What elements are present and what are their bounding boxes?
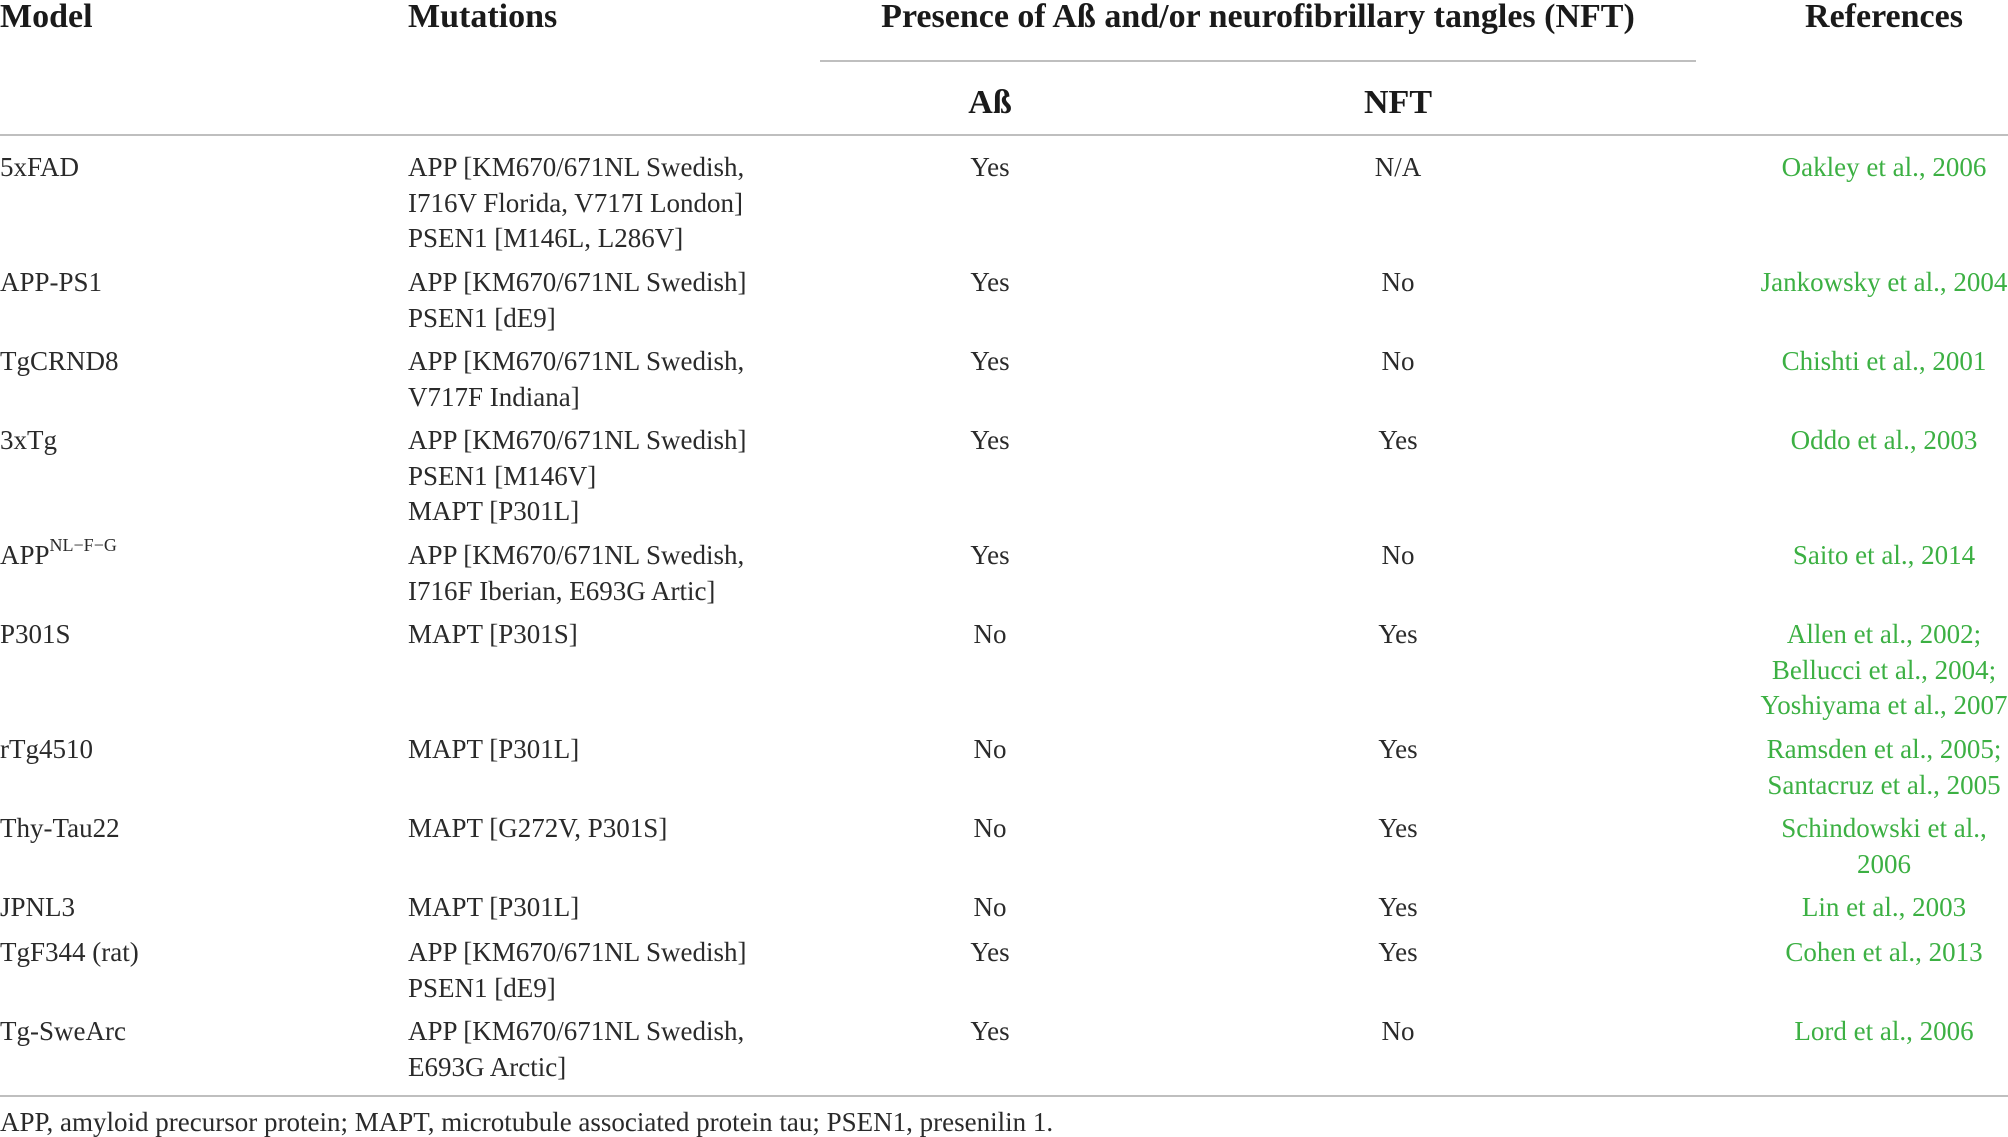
nft-cell-line: Yes	[1378, 425, 1418, 455]
mutations-cell-line: PSEN1 [dE9]	[408, 972, 556, 1003]
model-name: rTg4510	[0, 734, 93, 764]
ab-cell	[890, 617, 1090, 653]
reference-link[interactable]	[1740, 617, 2008, 724]
mutations-cell-line: PSEN1 [M146V]	[408, 460, 597, 491]
ab-cell-line: Yes	[970, 425, 1010, 455]
model-name: TgF344 (rat)	[0, 937, 139, 967]
ab-cell	[890, 265, 1090, 301]
mutations-cell-line: MAPT [G272V, P301S]	[408, 813, 668, 843]
reference-link-line[interactable]: Saito et al., 2014	[1792, 540, 1976, 570]
reference-link-line[interactable]: Ramsden et al., 2005;	[1766, 734, 2002, 764]
model-name: JPNL3	[0, 892, 76, 922]
nft-cell	[1298, 732, 1498, 768]
ab-cell	[890, 890, 1090, 926]
reference-link-line[interactable]: Jankowsky et al., 2004	[1760, 267, 2008, 297]
reference-link-line[interactable]: Allen et al., 2002;	[1786, 619, 1982, 649]
ab-cell-line: No	[973, 813, 1007, 843]
nft-cell	[1298, 811, 1498, 847]
mutations-cell	[408, 150, 744, 257]
ab-cell-line: No	[973, 892, 1007, 922]
reference-link-line[interactable]: Chishti et al., 2001	[1781, 346, 1987, 376]
mutations-cell	[408, 811, 667, 847]
model-cell	[0, 535, 117, 574]
mutations-cell	[408, 890, 579, 926]
model-cell	[0, 265, 102, 301]
nft-cell-line: No	[1381, 346, 1415, 376]
nft-cell	[1298, 150, 1498, 186]
model-name: Thy-Tau22	[0, 813, 120, 843]
nft-cell	[1298, 265, 1498, 301]
nft-cell	[1298, 1014, 1498, 1050]
model-cell	[0, 1014, 126, 1050]
ab-cell-line: No	[973, 734, 1007, 764]
mutations-cell-line: APP [KM670/671NL Swedish]	[408, 425, 747, 455]
reference-link-line[interactable]: Yoshiyama et al., 2007	[1760, 690, 2008, 720]
nft-cell-line: Yes	[1378, 937, 1418, 967]
header-mutations: Mutations	[408, 0, 558, 35]
ab-cell	[890, 150, 1090, 186]
reference-link[interactable]	[1740, 538, 2008, 574]
reference-link-line[interactable]: Bellucci et al., 2004;	[1771, 654, 1997, 685]
mutations-cell-line: MAPT [P301L]	[408, 892, 580, 922]
reference-link-line[interactable]: 2006	[1857, 848, 1911, 879]
ab-cell-line: No	[973, 619, 1007, 649]
table-bottom-rule	[0, 1095, 2008, 1097]
mutations-cell-line: PSEN1 [dE9]	[408, 302, 556, 333]
ab-cell	[890, 1014, 1090, 1050]
ab-cell-line: Yes	[970, 937, 1010, 967]
reference-link-line[interactable]: Cohen et al., 2013	[1785, 937, 1983, 967]
nft-cell-line: No	[1381, 1016, 1415, 1046]
mutations-cell	[408, 617, 578, 653]
nft-cell	[1298, 423, 1498, 459]
nft-cell-line: Yes	[1378, 892, 1418, 922]
ab-cell	[890, 538, 1090, 574]
model-name: 5xFAD	[0, 152, 80, 182]
model-cell	[0, 344, 119, 380]
model-name: TgCRND8	[0, 346, 119, 376]
reference-link-line[interactable]: Schindowski et al.,	[1781, 813, 1987, 843]
nft-cell-line: No	[1381, 540, 1415, 570]
mutations-cell	[408, 732, 579, 768]
reference-link[interactable]	[1740, 811, 2008, 882]
reference-link[interactable]	[1740, 935, 2008, 971]
header-bottom-rule	[0, 134, 2008, 136]
reference-link[interactable]	[1740, 1014, 2008, 1050]
mutations-cell	[408, 1014, 744, 1085]
ab-cell-line: Yes	[970, 152, 1010, 182]
mutations-cell-line: PSEN1 [M146L, L286V]	[408, 223, 684, 253]
reference-link[interactable]	[1740, 423, 2008, 459]
model-cell	[0, 811, 120, 847]
model-name: APP-PS1	[0, 267, 103, 297]
header-references: References	[1805, 0, 1963, 35]
nft-cell	[1298, 935, 1498, 971]
mutations-cell-line: APP [KM670/671NL Swedish,	[408, 346, 745, 376]
reference-link[interactable]	[1740, 265, 2008, 301]
mutations-cell-line: I716F Iberian, E693G Artic]	[408, 575, 716, 606]
reference-link-line[interactable]: Lin et al., 2003	[1801, 892, 1967, 922]
ab-cell-line: Yes	[970, 346, 1010, 376]
reference-link-line[interactable]: Oddo et al., 2003	[1790, 425, 1978, 455]
reference-link-line[interactable]: Oakley et al., 2006	[1781, 152, 1987, 182]
mutations-cell	[408, 265, 747, 336]
nft-cell-line: Yes	[1378, 619, 1418, 649]
mutations-cell	[408, 344, 744, 415]
reference-link[interactable]	[1740, 890, 2008, 926]
header-model: Model	[0, 0, 93, 35]
ab-cell	[890, 344, 1090, 380]
mutations-cell-line: APP [KM670/671NL Swedish,	[408, 152, 745, 182]
header-nft: NFT	[1364, 84, 1432, 121]
model-superscript: NL−F−G	[49, 535, 117, 555]
model-name: APP	[0, 540, 50, 570]
ab-cell-line: Yes	[970, 267, 1010, 297]
reference-link[interactable]	[1740, 344, 2008, 380]
reference-link[interactable]	[1740, 150, 2008, 186]
ab-cell	[890, 423, 1090, 459]
reference-link-line[interactable]: Santacruz et al., 2005	[1767, 769, 2001, 800]
mutations-cell	[408, 538, 744, 609]
ab-cell	[890, 935, 1090, 971]
nft-cell-line: No	[1381, 267, 1415, 297]
mutations-cell-line: APP [KM670/671NL Swedish]	[408, 267, 747, 297]
mutations-cell	[408, 423, 747, 530]
ab-cell	[890, 811, 1090, 847]
header-ab: Aß	[968, 84, 1012, 121]
model-name: P301S	[0, 619, 71, 649]
mutations-cell-line: MAPT [P301S]	[408, 619, 578, 649]
ab-cell-line: Yes	[970, 540, 1010, 570]
model-name: 3xTg	[0, 425, 57, 455]
mutations-cell-line: MAPT [P301L]	[408, 734, 580, 764]
model-cell	[0, 423, 57, 459]
mutations-cell-line: APP [KM670/671NL Swedish,	[408, 540, 745, 570]
mutations-cell	[408, 935, 747, 1006]
model-cell	[0, 890, 75, 926]
footnote: APP, amyloid precursor protein; MAPT, microtubule associated protein tau; PSEN1, presenilin 1.	[0, 1107, 1054, 1137]
nft-cell-line: N/A	[1374, 152, 1422, 182]
mutations-cell-line: E693G Arctic]	[408, 1051, 567, 1082]
ab-cell	[890, 732, 1090, 768]
reference-link-line[interactable]: Lord et al., 2006	[1794, 1016, 1974, 1046]
model-cell	[0, 617, 71, 653]
header-group-rule	[820, 60, 1696, 62]
reference-link[interactable]	[1740, 732, 2008, 803]
model-name: Tg-SweArc	[0, 1016, 126, 1046]
mutations-cell-line: V717F Indiana]	[408, 381, 580, 412]
mutations-cell-line: I716V Florida, V717I London]	[408, 187, 743, 218]
mutations-cell-line: APP [KM670/671NL Swedish]	[408, 937, 747, 967]
header-presence: Presence of Aß and/or neurofibrillary tangles (NFT)	[881, 0, 1635, 35]
nft-cell-line: Yes	[1378, 813, 1418, 843]
model-cell	[0, 732, 93, 768]
model-cell	[0, 935, 139, 971]
mutations-cell-line: APP [KM670/671NL Swedish,	[408, 1016, 745, 1046]
nft-cell-line: Yes	[1378, 734, 1418, 764]
model-cell	[0, 150, 79, 186]
nft-cell	[1298, 617, 1498, 653]
nft-cell	[1298, 344, 1498, 380]
nft-cell	[1298, 538, 1498, 574]
ab-cell-line: Yes	[970, 1016, 1010, 1046]
mutations-cell-line: MAPT [P301L]	[408, 496, 580, 526]
nft-cell	[1298, 890, 1498, 926]
